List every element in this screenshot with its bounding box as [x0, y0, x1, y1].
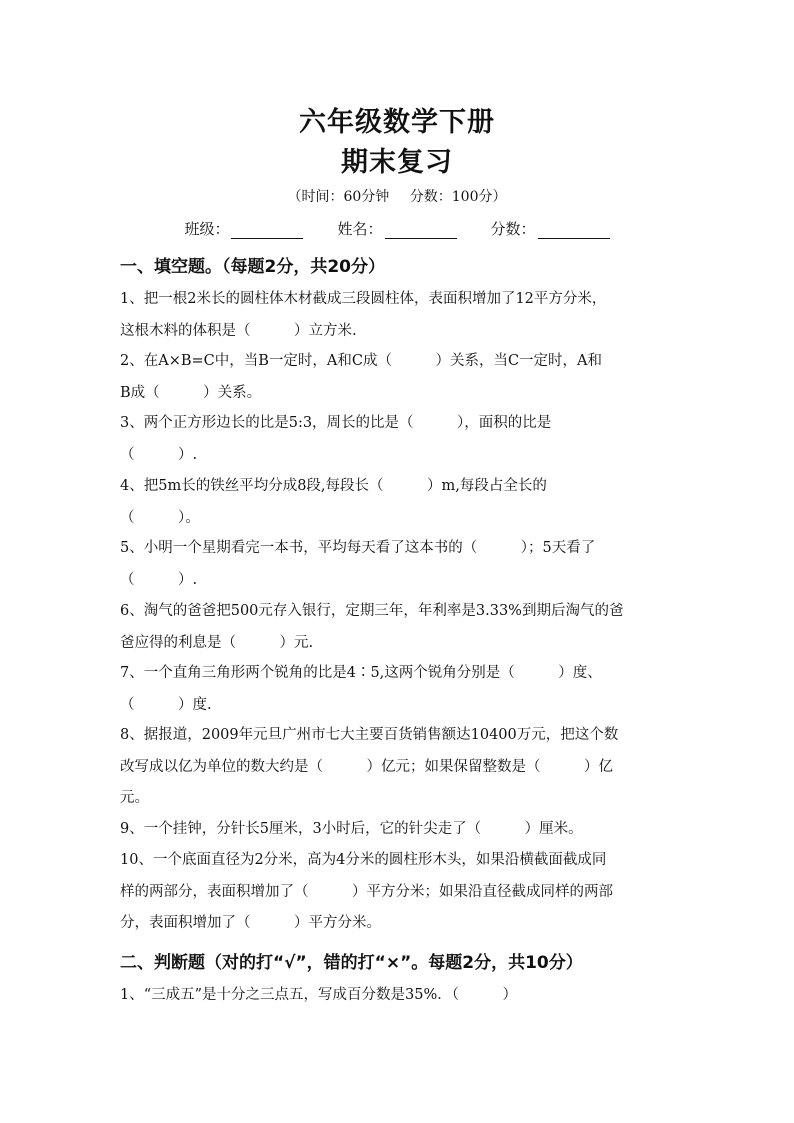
- class-blank[interactable]: [231, 222, 303, 239]
- name-blank[interactable]: [385, 222, 457, 239]
- question-line: 4、把5m长的铁丝平均分成8段,每段长（ ）m,每段占全长的: [120, 478, 547, 494]
- question-7: [120, 658, 680, 721]
- question-line: 爸应得的利息是（ ）元.: [120, 634, 314, 651]
- question-1: [120, 284, 680, 347]
- question-line: 元。: [120, 790, 149, 806]
- score-blank[interactable]: [538, 222, 610, 239]
- question-3: [120, 408, 680, 471]
- question-line: 样的两部分，表面积增加了（ ）平方分米；如果沿直径截成同样的两部: [120, 883, 613, 900]
- question-line: 改写成以亿为单位的数大约是（ ）亿元；如果保留整数是（ ）亿: [120, 758, 613, 775]
- question-line: 7、一个直角三角形两个锐角的比是4∶5,这两个锐角分别是（ ）度、: [120, 665, 602, 681]
- exam-total-score: 分数：100分）: [409, 189, 507, 205]
- question-line: （ ）.: [120, 446, 198, 463]
- question-line: 2、在A×B=C中，当B一定时，A和C成（ ）关系，当C一定时，A和: [120, 353, 603, 369]
- class-label: 班级：: [184, 220, 230, 238]
- question-line: 9、一个挂钟，分针长5厘米，3小时后，它的针尖走了（ ）厘米。: [120, 821, 583, 837]
- exam-time: （时间：60分钟: [287, 189, 390, 205]
- question-line: （ ）。: [120, 509, 200, 526]
- section-fill-in-heading: 一、填空题。（每题2分，共20分）: [120, 257, 385, 277]
- question-line: 10、一个底面直径为2分米，高为4分米的圆柱形木头，如果沿横截面截成同: [120, 852, 607, 868]
- student-info-fields: [0, 218, 794, 239]
- question-line: 分，表面积增加了（ ）平方分米。: [120, 915, 381, 931]
- question-10: [120, 845, 680, 940]
- question-6: [120, 596, 680, 659]
- exam-meta: [0, 186, 794, 206]
- title-final-review: 期末复习: [341, 147, 453, 178]
- judgement-question-1: [120, 980, 680, 1012]
- question-line: 1、把一根2米长的圆柱体木材截成三段圆柱体，表面积增加了12平方分米，: [120, 291, 607, 307]
- name-field[interactable]: [337, 218, 456, 239]
- question-line: 3、两个正方形边长的比是5:3，周长的比是（ ），面积的比是: [120, 415, 552, 431]
- question-line: （ ）度.: [120, 696, 212, 713]
- question-5: [120, 533, 680, 596]
- question-line: 5、小明一个星期看完一本书，平均每天看了这本书的（ ）；5天看了: [120, 540, 596, 556]
- score-field[interactable]: [491, 218, 610, 239]
- question-line: （ ）.: [120, 571, 198, 588]
- name-label: 姓名：: [337, 220, 383, 238]
- score-label: 分数：: [490, 220, 536, 238]
- question-line: 1、“三成五”是十分之三点五，写成百分数是35%．（ ）: [120, 987, 518, 1003]
- class-field[interactable]: [184, 218, 303, 239]
- question-2: [120, 346, 680, 409]
- question-line: B成（ ）关系。: [120, 384, 262, 401]
- question-4: [120, 471, 680, 534]
- question-line: 这根木料的体积是（ ）立方米.: [120, 322, 357, 339]
- question-9: [120, 814, 680, 846]
- question-8: [120, 720, 680, 815]
- title-grade-math: 六年级数学下册: [299, 107, 495, 138]
- section-true-false-heading: 二、判断题（对的打“√”，错的打“×”。每题2分，共10分）: [120, 953, 583, 973]
- question-line: 6、淘气的爸爸把500元存入银行，定期三年，年利率是3.33%到期后淘气的爸: [120, 603, 624, 619]
- question-line: 8、据报道，2009年元旦广州市七大主要百货销售额达10400万元，把这个数: [120, 727, 619, 743]
